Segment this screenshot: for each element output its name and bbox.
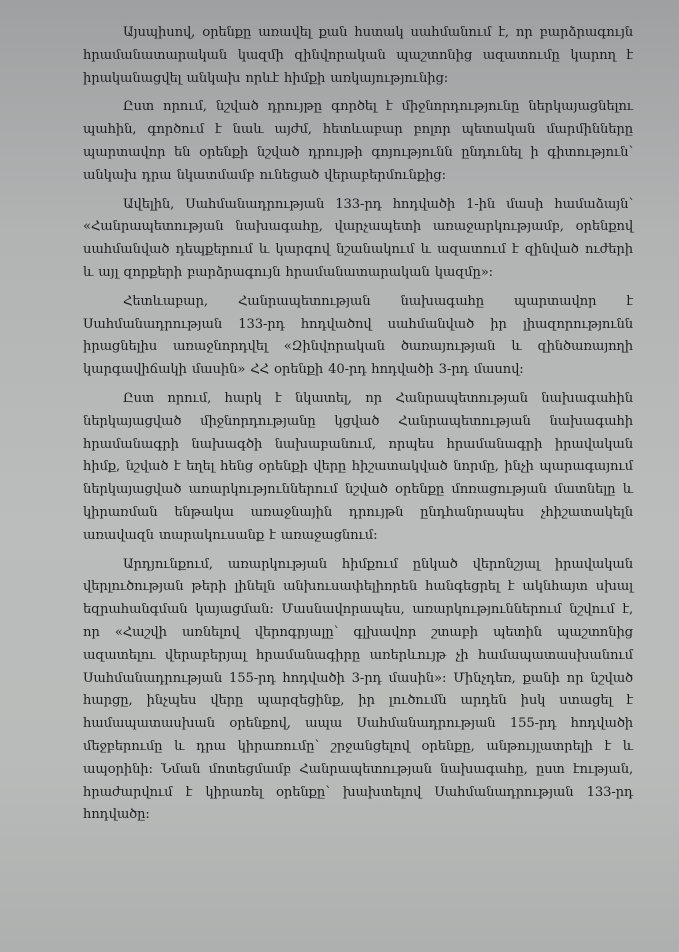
paragraph-1: Այսպիսով, օրենքը առավել քան հստակ սահմանում է, որ բարձրագույն հրամանատարական կազմի զինվորական պաշտոնից ազատումը կարող է իրականացվել անկախ որևէ հիմքի առկայությունից: xyxy=(83,25,633,86)
paragraph-3: Ավելին, Սահմանադրության 133-րդ հոդվածի 1-ին մասի համաձայն՝ «Հանրապետության նախագահը, վարչապետի առաջարկությամբ, օրենքով սահմանված դեպքերում և կարգով նշանակում և ազատում է զինված ուժերի և այլ զորքերի բարձրագույն հրամանատարական կազմը»: xyxy=(83,196,633,280)
paragraph-5: Ըստ որում, հարկ է նկատել, որ Հանրապետության նախագահին ներկայացված միջնորդությանը կցված Հանրապետության նախագահի հրամանագրի նախագծի նախաբանում, որպես հրամանագրի իրավական հիմք, նշված է եղել հենց օրենքի վերը հիշատակված նորմը, ինչի պարագայում ներկայացված առարկություններում նշված օրենքը մոռացության մատնելը և կիրառման ենթակա առաջնային դրույթն ընդհանրապես չհիշատակելն առավազն տարակուսանք է առաջացնում: xyxy=(83,390,633,543)
paragraph-6: Արդյունքում, առարկության հիմքում ընկած վերոնշյալ իրավական վերլուծության թերի լինելն անխուսափելիորեն հանգեցրել է ակնհայտ սխալ եզրահանգման կայացման: Մասնավորապես, առարկություններում նշվում է, որ «Հաշվի առնելով վերոգրյալը՝ գլխավոր շտաբի պետին պաշտոնից ազատելու վերաբերյալ հրամանագիրը առերևույթ չի համապատասխանում Սահմանադրության 155-րդ հոդվածի 3-րդ մասին»: Մինչդեռ, քանի որ նշված հարցը, ինչպես վերը պարզեցինք, իր լուծումն արդեն իսկ ստացել է համապատասխան օրենքով, ապա Սահմանադրության 155-րդ հոդվածի մեջբերումը և դրա կիրառումը՝ շրջանցելով օրենքը, անթույլատրելի է և ապօրինի: Նման մոտեցմամբ Հանրապետության նախագահը, ըստ էության, հրաժարվում է կիրառել օրենքը՝ խախտելով Սահմանադրության 133-րդ հոդվածը: xyxy=(83,556,633,823)
paragraph-4: Հետևաբար, Հանրապետության նախագահը պարտավոր է Սահմանադրության 133-րդ հոդվածով սահմանված իր լիազորությունն իրացնելիս առաջնորդվել «Զինվորական ծառայության և զինծառայողի կարգավիճակի մասին» ՀՀ օրենքի 40-րդ հոդվածի 3-րդ մասով: xyxy=(83,293,633,378)
paragraph-2: Ըստ որում, նշված դրույթը գործել է միջնորդությունը ներկայացնելու պահին, գործում է նաև այժմ, հետևաբար բոլոր պետական մարմինները պարտավոր են օրենքի նշված դրույթի գոյությունն ընդունել ի գիտություն՝ անկախ դրա նկատմամբ ունեցած վերաբերմունքից: xyxy=(83,99,633,183)
